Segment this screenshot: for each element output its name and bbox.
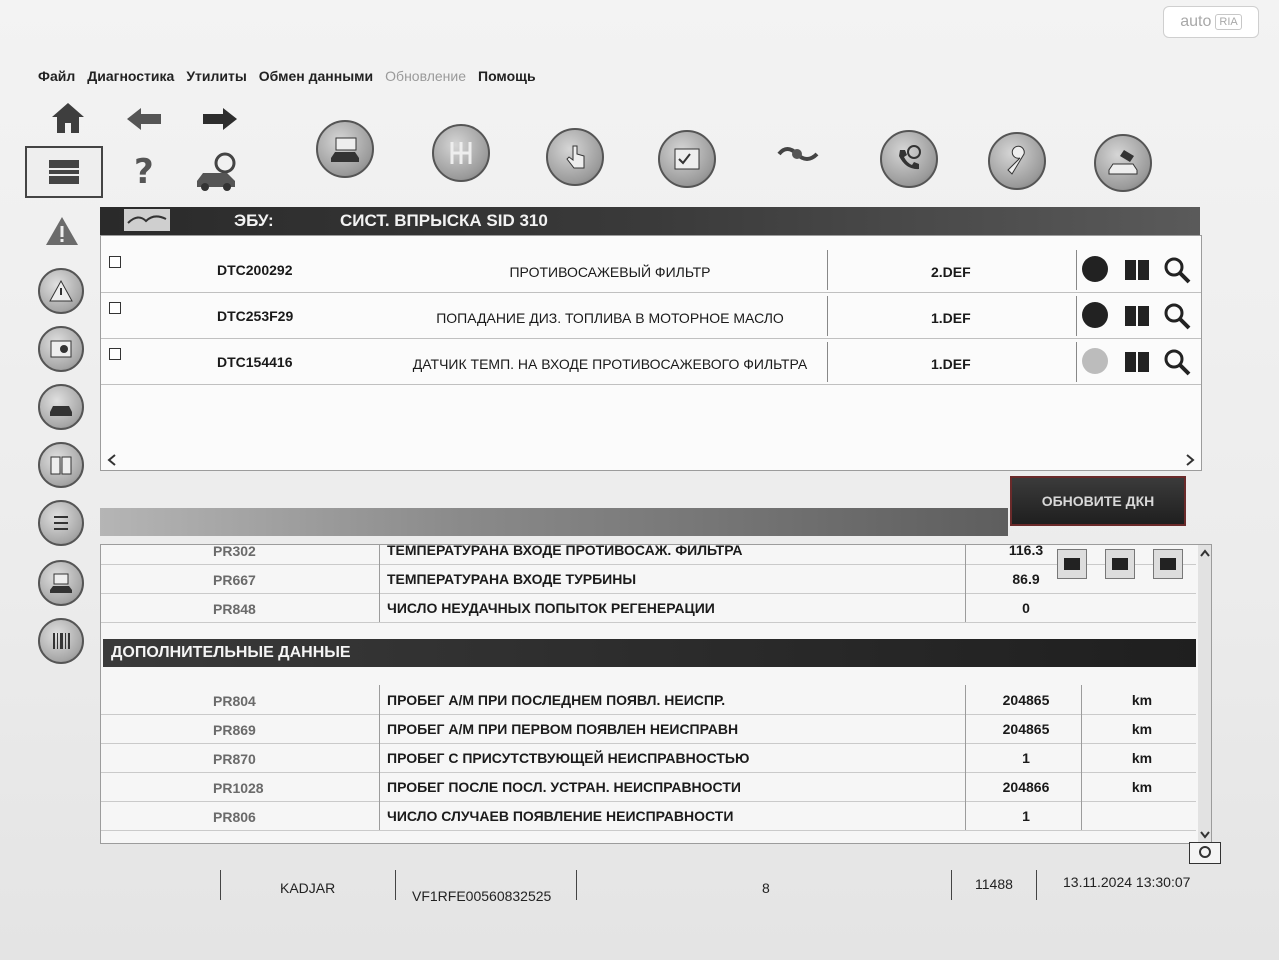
column-divider xyxy=(965,544,966,564)
column-divider xyxy=(1081,772,1082,801)
column-divider xyxy=(1081,801,1082,830)
checklist-icon[interactable] xyxy=(658,130,716,188)
column-divider xyxy=(1076,342,1077,382)
extra-data-header xyxy=(103,639,1196,667)
update-dtc-button[interactable]: ОБНОВИТЕ ДКН xyxy=(1010,476,1186,526)
menu-diagnostics[interactable]: Диагностика xyxy=(87,68,175,84)
column-divider xyxy=(379,743,380,772)
column-divider xyxy=(1081,743,1082,772)
status-datetime: 13.11.2024 13:30:07 xyxy=(1063,874,1191,890)
back-arrow-icon[interactable] xyxy=(124,104,164,134)
dtc-inactive-indicator xyxy=(1082,348,1108,374)
support-call-icon[interactable] xyxy=(880,130,938,188)
vertical-scrollbar[interactable] xyxy=(1198,545,1212,843)
command-list-icon[interactable] xyxy=(38,500,84,546)
status-divider xyxy=(576,870,577,900)
status-count: 8 xyxy=(762,880,770,896)
screenshot-camera-icon[interactable] xyxy=(1189,842,1221,864)
column-divider xyxy=(965,685,966,714)
parameters-panel xyxy=(100,544,1212,844)
status-number: 11488 xyxy=(975,876,1013,892)
column-divider xyxy=(1081,714,1082,743)
param-row xyxy=(101,564,1196,594)
column-divider xyxy=(379,714,380,743)
status-divider xyxy=(220,870,221,900)
column-divider xyxy=(379,685,380,714)
param-value: 116.3 xyxy=(1008,544,1044,558)
param-value: 204866 xyxy=(1002,779,1050,795)
param-description: ТЕМПЕРАТУРАНА ВХОДЕ ПРОТИВОСАЖ. ФИЛЬТРА xyxy=(387,544,743,558)
status-vin: VF1RFE00560832525 xyxy=(412,888,552,904)
menu-utilities[interactable]: Утилиты xyxy=(186,68,247,84)
dtc-checkbox[interactable] xyxy=(109,256,121,268)
status-divider xyxy=(951,870,952,900)
column-divider xyxy=(1081,685,1082,714)
param-description: ПРОБЕГ С ПРИСУТСТВУЮЩЕЙ НЕИСПРАВНОСТЬЮ xyxy=(387,750,750,766)
column-divider xyxy=(965,714,966,743)
dtc-row[interactable] xyxy=(101,292,1201,339)
ecu-list-icon[interactable] xyxy=(25,146,103,198)
dtc-list-panel xyxy=(100,235,1202,471)
menu-data-exchange[interactable]: Обмен данными xyxy=(258,68,374,84)
wrench-icon[interactable] xyxy=(988,132,1046,190)
ecu-header xyxy=(100,207,1200,235)
status-bar xyxy=(100,866,1212,906)
param-unit: km xyxy=(1131,750,1153,766)
parameters-icon[interactable] xyxy=(38,326,84,372)
view-mode-icon[interactable] xyxy=(1057,549,1087,579)
menu-update[interactable]: Обновление xyxy=(385,68,466,84)
dtc-active-indicator xyxy=(1082,302,1108,328)
ecu-label: ЭБУ: xyxy=(234,211,274,230)
vehicle-service-icon[interactable] xyxy=(1094,134,1152,192)
divider-band xyxy=(100,508,1008,536)
book-icon[interactable] xyxy=(1123,302,1151,328)
forward-arrow-icon[interactable] xyxy=(200,104,240,134)
param-description: ЧИСЛО СЛУЧАЕВ ПОЯВЛЕНИЕ НЕИСПРАВНОСТИ xyxy=(387,808,734,824)
scroll-down-icon[interactable] xyxy=(1200,831,1210,839)
param-row xyxy=(101,685,1196,715)
param-description: ПРОБЕГ А/М ПРИ ПЕРВОМ ПОЯВЛЕН НЕИСПРАВН xyxy=(387,721,739,737)
column-divider xyxy=(1076,296,1077,336)
param-value: 86.9 xyxy=(1012,571,1040,587)
column-divider xyxy=(965,593,966,622)
column-divider xyxy=(379,593,380,622)
column-divider xyxy=(379,544,380,564)
param-code: PR848 xyxy=(213,601,256,617)
param-description: ПРОБЕГ ПОСЛЕ ПОСЛ. УСТРАН. НЕИСПРАВНОСТИ xyxy=(387,779,741,795)
param-code: PR870 xyxy=(213,751,256,767)
param-row xyxy=(101,801,1196,831)
help-icon[interactable] xyxy=(128,152,160,192)
horizontal-scrollbar[interactable] xyxy=(101,452,1201,468)
param-row xyxy=(101,714,1196,744)
barcode-icon[interactable] xyxy=(38,618,84,664)
manual-book-icon[interactable] xyxy=(38,442,84,488)
dtc-status: 1.DEF xyxy=(931,310,971,326)
param-value: 1 xyxy=(1022,808,1030,824)
configuration-icon[interactable] xyxy=(38,560,84,606)
dtc-row[interactable] xyxy=(101,246,1201,293)
column-divider xyxy=(827,342,828,382)
dtc-status: 2.DEF xyxy=(931,264,971,280)
touch-test-icon[interactable] xyxy=(546,128,604,186)
param-unit: km xyxy=(1131,692,1153,708)
param-code: PR1028 xyxy=(213,780,264,796)
column-divider xyxy=(827,296,828,336)
status-divider xyxy=(395,870,396,900)
status-model: KADJAR xyxy=(280,880,336,896)
dtc-row[interactable] xyxy=(101,338,1201,385)
vehicle-search-icon[interactable] xyxy=(192,150,242,194)
column-divider xyxy=(1076,250,1077,290)
magnifier-icon[interactable] xyxy=(1163,348,1191,376)
wiring-icon[interactable] xyxy=(776,138,822,172)
dtc-status: 1.DEF xyxy=(931,356,971,372)
param-value: 204865 xyxy=(1002,721,1050,737)
param-code: PR667 xyxy=(213,572,256,588)
dtc-code: DTC253F29 xyxy=(217,308,294,324)
ecu-name: СИСТ. ВПРЫСКА SID 310 xyxy=(340,211,548,230)
menu-bar xyxy=(38,68,536,84)
param-value: 204865 xyxy=(1002,692,1050,708)
column-divider xyxy=(379,801,380,830)
fault-warning-icon[interactable] xyxy=(38,268,84,314)
param-description: ТЕМПЕРАТУРАНА ВХОДЕ ТУРБИНЫ xyxy=(387,571,637,587)
param-unit: km xyxy=(1131,721,1153,737)
column-divider xyxy=(965,801,966,830)
home-icon[interactable] xyxy=(48,100,88,136)
param-row xyxy=(101,743,1196,773)
svg-text:?: ? xyxy=(134,153,154,191)
param-value: 0 xyxy=(1022,600,1030,616)
column-divider xyxy=(965,743,966,772)
extra-data-title: ДОПОЛНИТЕЛЬНЫЕ ДАННЫЕ xyxy=(111,644,351,661)
dtc-checkbox[interactable] xyxy=(109,302,121,314)
param-row xyxy=(101,772,1196,802)
scroll-right-icon[interactable] xyxy=(1185,454,1195,466)
param-code: PR804 xyxy=(213,693,256,709)
menu-file[interactable]: Файл xyxy=(38,68,76,84)
column-divider xyxy=(965,564,966,593)
view-mode-icon[interactable] xyxy=(1105,549,1135,579)
book-icon[interactable] xyxy=(1123,256,1151,282)
gearbox-icon[interactable] xyxy=(432,124,490,182)
dtc-description: ПРОТИВОСАЖЕВЫЙ ФИЛЬТР xyxy=(509,264,711,280)
book-icon[interactable] xyxy=(1123,348,1151,374)
ecu-logo-icon xyxy=(124,209,170,231)
param-description: ЧИСЛО НЕУДАЧНЫХ ПОПЫТОК РЕГЕНЕРАЦИИ xyxy=(387,600,715,616)
menu-help[interactable]: Помощь xyxy=(478,68,536,84)
param-code: PR302 xyxy=(213,544,256,559)
vehicle-status-icon[interactable] xyxy=(38,384,84,430)
scroll-left-icon[interactable] xyxy=(107,454,117,466)
dtc-checkbox[interactable] xyxy=(109,348,121,360)
column-divider xyxy=(379,564,380,593)
magnifier-icon[interactable] xyxy=(1163,302,1191,330)
vehicle-diagnostic-icon[interactable] xyxy=(316,120,374,178)
param-code: PR806 xyxy=(213,809,256,825)
column-divider xyxy=(379,772,380,801)
param-description: ПРОБЕГ А/М ПРИ ПОСЛЕДНЕМ ПОЯВЛ. НЕИСПР. xyxy=(387,692,726,708)
magnifier-icon[interactable] xyxy=(1163,256,1191,284)
column-divider xyxy=(965,772,966,801)
param-row xyxy=(101,544,1196,565)
scroll-up-icon[interactable] xyxy=(1200,549,1210,557)
param-unit: km xyxy=(1131,779,1153,795)
param-row xyxy=(101,593,1196,623)
dtc-code: DTC200292 xyxy=(217,262,293,278)
dtc-description: ПОПАДАНИЕ ДИЗ. ТОПЛИВА В МОТОРНОЕ МАСЛО xyxy=(436,310,784,326)
param-code: PR869 xyxy=(213,722,256,738)
dtc-active-indicator xyxy=(1082,256,1108,282)
status-divider xyxy=(1036,870,1037,900)
dtc-code: DTC154416 xyxy=(217,354,293,370)
warning-icon[interactable] xyxy=(42,214,82,248)
watermark-badge: RIA xyxy=(1215,14,1241,30)
param-value: 1 xyxy=(1022,750,1030,766)
column-divider xyxy=(827,250,828,290)
watermark-brand: auto xyxy=(1180,13,1212,30)
view-mode-icon[interactable] xyxy=(1153,549,1183,579)
watermark xyxy=(1163,6,1259,38)
dtc-description: ДАТЧИК ТЕМП. НА ВХОДЕ ПРОТИВОСАЖЕВОГО ФИЛЬТРА xyxy=(412,356,808,372)
